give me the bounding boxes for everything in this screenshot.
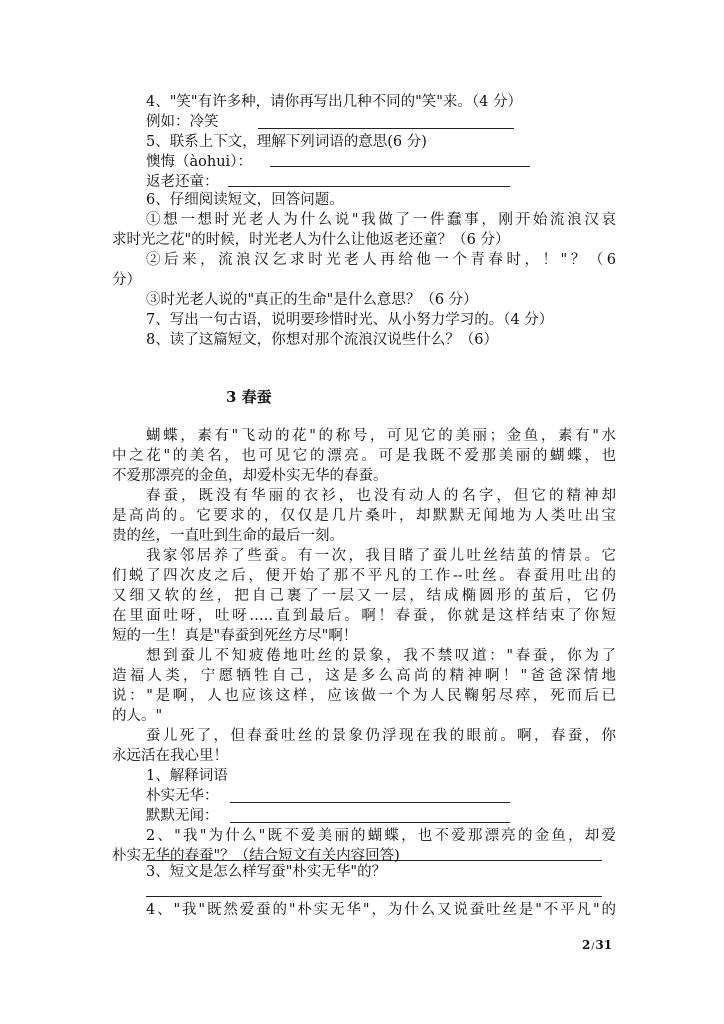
question-5-word-2: 返老还童： (146, 174, 219, 190)
story-line: 是高尚的。它要求的，仅仅是几片桑叶，却默默无闻地为人类吐出宝 (112, 508, 616, 524)
question-6-3: ③时光老人说的"真正的生命"是什么意思？（6 分） (146, 292, 478, 308)
story-line: 说："是啊，人也应该这样，应该做一个为人民鞠躬尽瘁，死而后已 (112, 688, 616, 704)
answer-line-q3 (146, 896, 602, 897)
question-6-1-line-1: ①想一想时光老人为什么说"我做了一件蠢事，刚开始流浪汉哀 (146, 212, 616, 228)
story-line: 蝴蝶，素有"飞动的花"的称号，可见它的美丽；金鱼，素有"水 (146, 428, 616, 444)
story-line: 蚕儿死了，但春蚕吐丝的景象仍浮现在我的眼前。啊，春蚕，你 (146, 728, 616, 744)
story-line: 不爱那漂亮的金鱼，却爱朴实无华的春蚕。 (112, 468, 388, 484)
question-6-1-line-2: 求时光之花"的时候，时光老人为什么让他返老还童？（6 分） (112, 232, 510, 248)
question-3: 3、短文是怎么样写蚕"朴实无华"的？ (146, 864, 387, 880)
answer-line-q5-2 (228, 186, 510, 187)
question-2-line-1: 2、"我"为什么"既不爱美丽的蝴蝶，也不爱那漂亮的金鱼，却爱 (146, 828, 616, 844)
question-2-line-2: 朴实无华的春蚕"？（结合短文有关内容回答) (112, 848, 400, 864)
story-line: 永远活在我心里！ (112, 748, 228, 764)
question-5: 5、联系上下文，理解下列词语的意思(6 分) (146, 134, 427, 150)
story-line: 我家邻居养了些蚕。有一次，我目睹了蚕儿吐丝结茧的情景。它 (146, 548, 616, 564)
answer-line-q4 (258, 128, 514, 129)
story-line: 想到蚕儿不知疲倦地吐丝的景象，我不禁叹道："春蚕，你为了 (146, 648, 616, 664)
question-4-example: 例如：冷笑 (146, 114, 219, 130)
page-number-current: 2 (582, 938, 591, 952)
story-line: 造福人类，宁愿牺牲自己，这是多么高尚的精神啊！"爸爸深情地 (112, 668, 616, 684)
story-line: 短的一生！真是"春蚕到死丝方尽"啊！ (112, 628, 358, 644)
story-line: 又细又软的丝，把自己裹了一层又一层，结成椭圆形的茧后，它仍 (112, 588, 616, 604)
question-6: 6、仔细阅读短文，回答问题。 (146, 192, 344, 208)
story-line: 贵的丝，一直吐到生命的最后一刻。 (112, 528, 344, 544)
story-line: 们蜕了四次皮之后，便开始了那不平凡的工作--吐丝。春蚕用吐出的 (112, 568, 616, 584)
question-5-word-1: 懊悔（àohui）： (146, 154, 252, 170)
answer-line-q5-1 (270, 166, 530, 167)
answer-line-q1-1 (230, 802, 510, 803)
story-title: 3 春蚕 (226, 388, 272, 406)
page-number (582, 938, 612, 952)
question-6-2-line-1: ②后来，流浪汉乞求时光老人再给他一个青春时，！"？（6 (146, 252, 616, 268)
question-1-word-2: 默默无闻： (146, 808, 219, 824)
question-6-2-line-2: 分） (112, 272, 141, 288)
story-line: 在里面吐呀，吐呀…..直到最后。啊！春蚕，你就是这样结束了你短 (112, 608, 616, 624)
question-7: 7、写出一句古语，说明要珍惜时光、从小努力学习的。（4 分） (146, 312, 554, 328)
page-number-total: 31 (595, 938, 613, 952)
question-8: 8、读了这篇短文，你想对那个流浪汉说些什么？（6） (146, 332, 498, 348)
story-line: 春蚕，既没有华丽的衣衫，也没有动人的名字，但它的精神却 (146, 488, 616, 504)
answer-line-q2 (146, 860, 602, 861)
story-line: 中之花"的美名，也可见它的漂亮。可是我既不爱那美丽的蝴蝶，也 (112, 448, 616, 464)
page-number-separator: / (591, 942, 595, 952)
question-4-silkworm: 4、"我"既然爱蚕的"朴实无华"，为什么又说蚕吐丝是"不平凡"的 (146, 902, 616, 918)
question-1-word-1: 朴实无华： (146, 788, 219, 804)
question-4-laugh: 4、"笑"有许多种，请你再写出几种不同的"笑"来。（4 分） (146, 94, 522, 110)
question-1-explain: 1、解释词语 (146, 768, 228, 784)
answer-line-q1-2 (230, 822, 510, 823)
story-line: 的人。" (112, 708, 163, 724)
